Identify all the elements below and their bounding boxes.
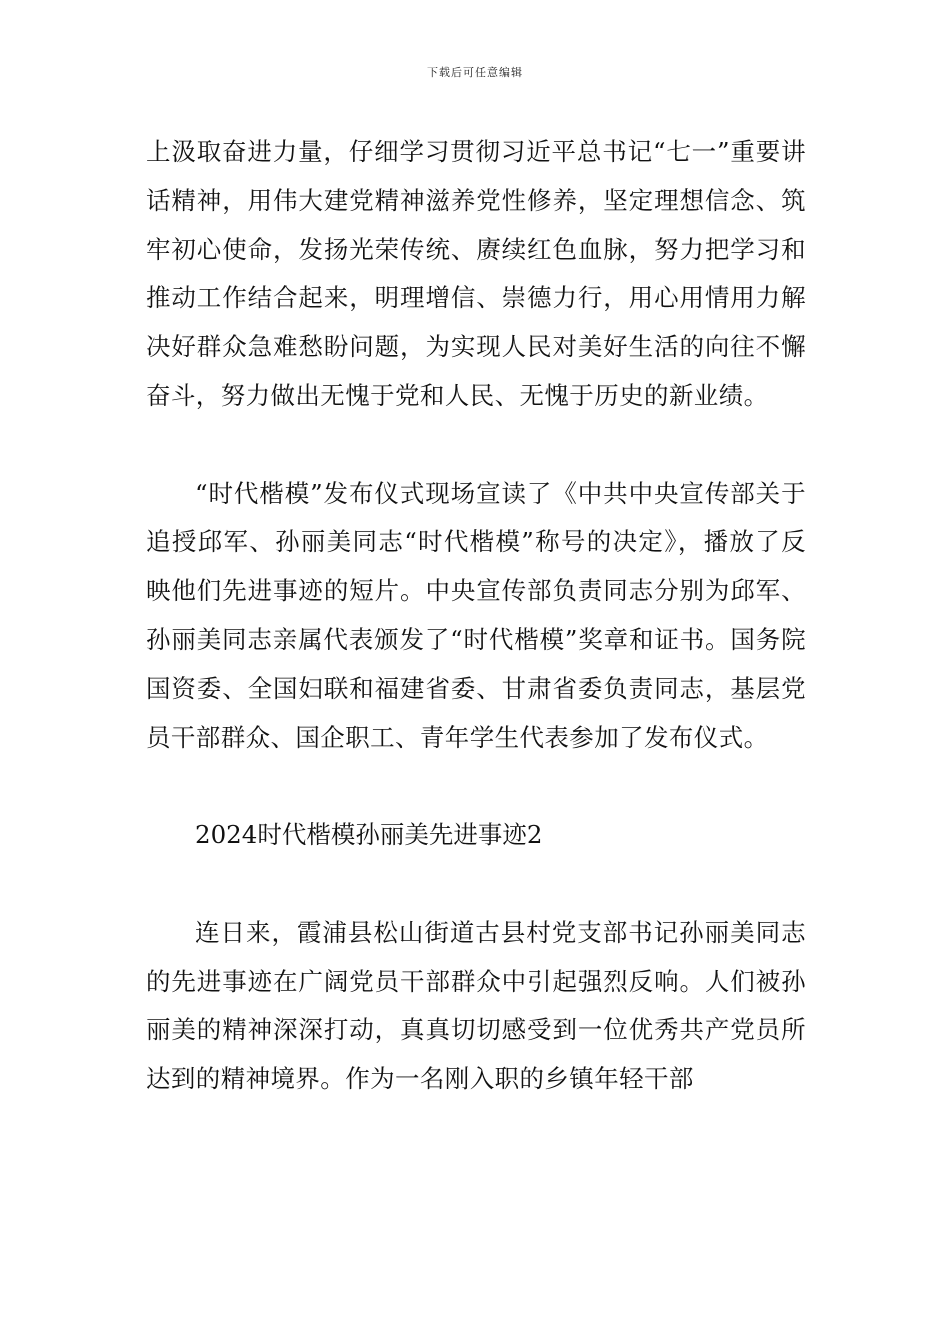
paragraph-reaction: 连日来，霞浦县松山街道古县村党支部书记孙丽美同志的先进事迹在广阔党员干部群众中引起强烈反响。人们被孙丽美的精神深深打动，真真切切感受到一位优秀共产党员所达到的精神境界。作为一名刚入职的乡镇年轻干部: [146, 917, 806, 1094]
paragraph-gap: [146, 762, 806, 811]
paragraph-gap: [146, 860, 806, 909]
section-heading: 2024时代楷模孙丽美先进事迹2: [195, 820, 543, 850]
document-body: [146, 128, 806, 1104]
paragraph-gap: [146, 421, 806, 470]
paragraph-continuation: 上汲取奋进力量，仔细学习贯彻习近平总书记“七一”重要讲话精神，用伟大建党精神滋养党性修养，坚定理想信念、筑牢初心使命，发扬光荣传统、赓续红色血脉，努力把学习和推动工作结合起来，明理增信、崇德力行，用心用情用力解决好群众急难愁盼问题，为实现人民对美好生活的向往不懈奋斗，努力做出无愧于党和人民、无愧于历史的新业绩。: [146, 137, 806, 410]
paragraph-ceremony: “时代楷模”发布仪式现场宣读了《中共中央宣传部关于追授邱军、孙丽美同志“时代楷模”称号的决定》，播放了反映他们先进事迹的短片。中央宣传部负责同志分别为邱军、孙丽美同志亲属代表颁发了“时代楷模”奖章和证书。国务院国资委、全国妇联和福建省委、甘肃省委负责同志，基层党员干部群众、国企职工、青年学生代表参加了发布仪式。: [146, 478, 806, 752]
page-header-note: 下载后可任意编辑: [427, 66, 523, 79]
